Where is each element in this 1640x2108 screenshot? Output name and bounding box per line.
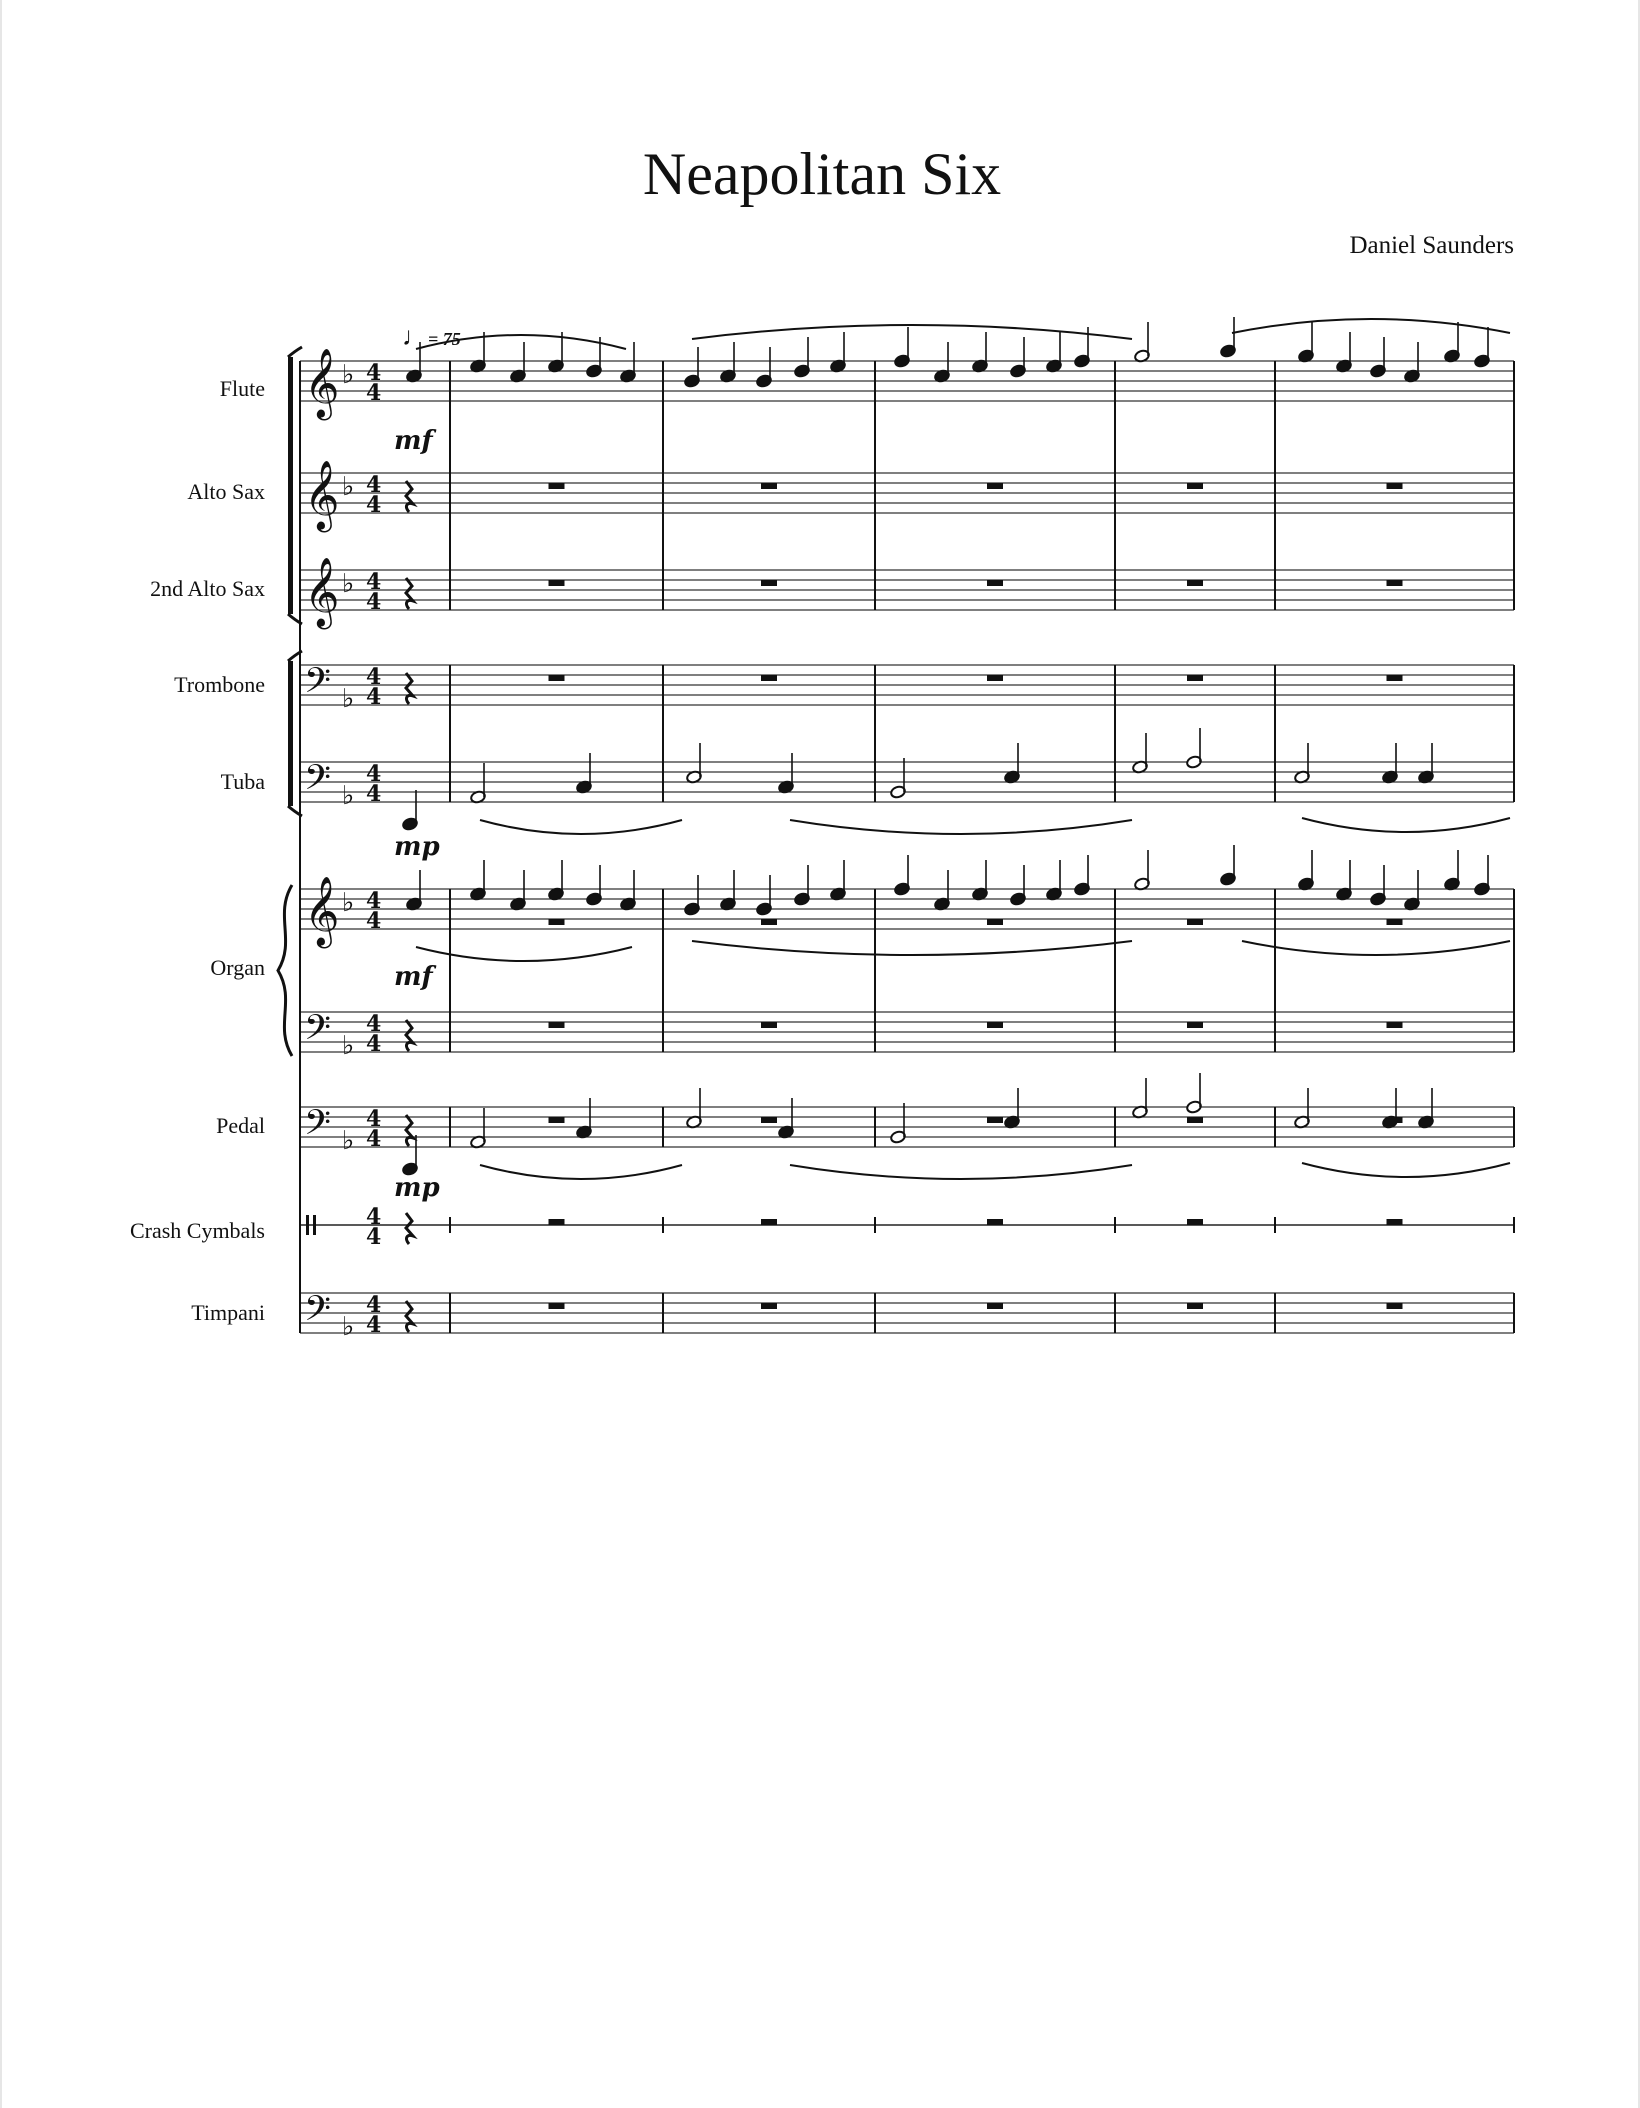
time-signature: 4 [366, 472, 382, 498]
flat-icon: ♭ [342, 888, 355, 918]
time-signature: 4 [366, 684, 382, 710]
whole-rest-icon [761, 1022, 777, 1028]
whole-rest-icon [549, 1303, 565, 1309]
bass-clef-icon: 𝄢 [304, 757, 332, 806]
time-signature: 4 [366, 1312, 382, 1338]
slur [1302, 1163, 1510, 1177]
bracket [288, 661, 293, 806]
whole-rest-icon [987, 1022, 1003, 1028]
whole-rest-icon [549, 1022, 565, 1028]
instrument-label-organ: Organ [210, 955, 265, 980]
time-signature: 4 [366, 1292, 382, 1318]
tempo-value: = 75 [428, 329, 461, 349]
quarter-rest-icon [406, 1115, 413, 1146]
clefs [304, 348, 381, 1342]
slur [1242, 941, 1510, 955]
staff-lines [300, 361, 1514, 1333]
time-signature: 4 [366, 888, 382, 914]
slur [692, 325, 1132, 339]
slur [480, 1165, 682, 1179]
composer-name: Daniel Saunders [1349, 232, 1514, 259]
whole-rest-icon [761, 675, 777, 681]
instrument-label-flute: Flute [219, 376, 265, 401]
bass-clef-icon: 𝄢 [304, 1288, 332, 1337]
time-signature: 4 [366, 1031, 382, 1057]
flat-icon: ♭ [342, 1031, 355, 1061]
time-signature: 4 [366, 360, 382, 386]
whole-rest-icon [549, 919, 565, 925]
quarter-rest-icon [406, 1213, 413, 1244]
instrument-label-tuba: Tuba [220, 769, 265, 794]
whole-rest-icon [1387, 1303, 1403, 1309]
slur [416, 335, 626, 349]
whole-rest-icon [761, 1219, 777, 1225]
whole-rest-icon [1187, 1303, 1203, 1309]
bass-clef-icon: 𝄢 [304, 660, 332, 709]
whole-rest-icon [1187, 483, 1203, 489]
whole-rest-icon [1387, 483, 1403, 489]
instrument-label-trombone: Trombone [174, 672, 265, 697]
time-signature: 4 [366, 380, 382, 406]
instrument-label-2nd-alto-sax: 2nd Alto Sax [150, 576, 265, 601]
whole-rest-icon [761, 580, 777, 586]
slur [790, 1165, 1132, 1179]
whole-rest-icon [1387, 675, 1403, 681]
dynamic-pedal: mp [394, 1173, 440, 1203]
quarter-rest-icon [406, 578, 413, 609]
whole-rest-icon [549, 580, 565, 586]
time-signature: 4 [366, 908, 382, 934]
whole-rest-icon [761, 919, 777, 925]
slur [1232, 319, 1510, 333]
whole-rest-icon [761, 483, 777, 489]
whole-rest-icon [1387, 1219, 1403, 1225]
flat-icon: ♭ [342, 684, 355, 714]
brackets [278, 347, 302, 1056]
treble-clef-icon: 𝄞 [304, 876, 340, 946]
bass-clef-icon: 𝄢 [304, 1102, 332, 1151]
time-signature: 4 [366, 569, 382, 595]
time-signature: 4 [366, 1204, 382, 1230]
dynamic-organ: mf [394, 962, 433, 992]
whole-rest-icon [1187, 919, 1203, 925]
whole-rest-icon [1387, 580, 1403, 586]
whole-rest-icon [549, 483, 565, 489]
quarter-note-icon: ♩ [402, 322, 428, 351]
slur [790, 820, 1132, 834]
whole-rest-icon [1187, 675, 1203, 681]
instrument-label-pedal: Pedal [216, 1113, 265, 1138]
whole-rest-icon [987, 483, 1003, 489]
whole-rest-icon [1187, 1219, 1203, 1225]
time-signature: 4 [366, 1224, 382, 1250]
quarter-rest-icon [406, 1020, 413, 1051]
percussion-clef [313, 1215, 316, 1235]
flat-icon: ♭ [342, 360, 355, 390]
bracket-hook [288, 347, 302, 357]
time-signature: 4 [366, 761, 382, 787]
whole-rest-icon [987, 1303, 1003, 1309]
time-signature: 4 [366, 781, 382, 807]
time-signature: 4 [366, 1106, 382, 1132]
flat-icon: ♭ [342, 1126, 355, 1156]
whole-rest-icon [987, 675, 1003, 681]
flat-icon: ♭ [342, 472, 355, 502]
whole-rest-icon [1187, 1022, 1203, 1028]
score-system [2, 0, 1640, 2108]
time-signature: 4 [366, 664, 382, 690]
time-signature: 4 [366, 589, 382, 615]
flat-icon: ♭ [342, 1312, 355, 1342]
slur [692, 941, 1132, 955]
score-title: Neapolitan Six [642, 141, 1002, 207]
whole-rest-icon [1187, 1117, 1203, 1123]
bass-clef-icon: 𝄢 [304, 1007, 332, 1056]
time-signature: 4 [366, 1126, 382, 1152]
slurs [416, 319, 1510, 1179]
whole-rest-icon [987, 580, 1003, 586]
whole-rest-icon [987, 1117, 1003, 1123]
treble-clef-icon: 𝄞 [304, 348, 340, 418]
treble-clef-icon: 𝄞 [304, 557, 340, 627]
flat-icon: ♭ [342, 569, 355, 599]
instrument-label-alto-sax: Alto Sax [187, 479, 265, 504]
bracket [288, 357, 293, 614]
dynamic-tuba: mp [394, 832, 440, 862]
slur [1302, 818, 1510, 832]
barlines [300, 361, 1514, 1333]
dynamic-flute: mf [394, 426, 433, 456]
treble-clef-icon: 𝄞 [304, 460, 340, 530]
whole-rest-icon [761, 1303, 777, 1309]
organ-brace [278, 885, 292, 1056]
instrument-label-crash-cymbals: Crash Cymbals [129, 1218, 265, 1243]
quarter-rest-icon [406, 1301, 413, 1332]
whole-rest-icon [987, 1219, 1003, 1225]
percussion-clef [306, 1215, 309, 1235]
time-signature: 4 [366, 1011, 382, 1037]
time-signature: 4 [366, 492, 382, 518]
whole-rest-icon [1387, 919, 1403, 925]
whole-rest-icon [1187, 580, 1203, 586]
flat-icon: ♭ [342, 781, 355, 811]
whole-rest-icon [549, 675, 565, 681]
whole-rest-icon [549, 1219, 565, 1225]
slur [416, 947, 632, 961]
instrument-label-timpani: Timpani [191, 1300, 265, 1325]
quarter-rest-icon [406, 481, 413, 512]
quarter-rest-icon [406, 673, 413, 704]
slur [480, 820, 682, 834]
whole-rest-icon [761, 1117, 777, 1123]
whole-rest-icon [549, 1117, 565, 1123]
whole-rest-icon [1387, 1022, 1403, 1028]
whole-rest-icon [987, 919, 1003, 925]
